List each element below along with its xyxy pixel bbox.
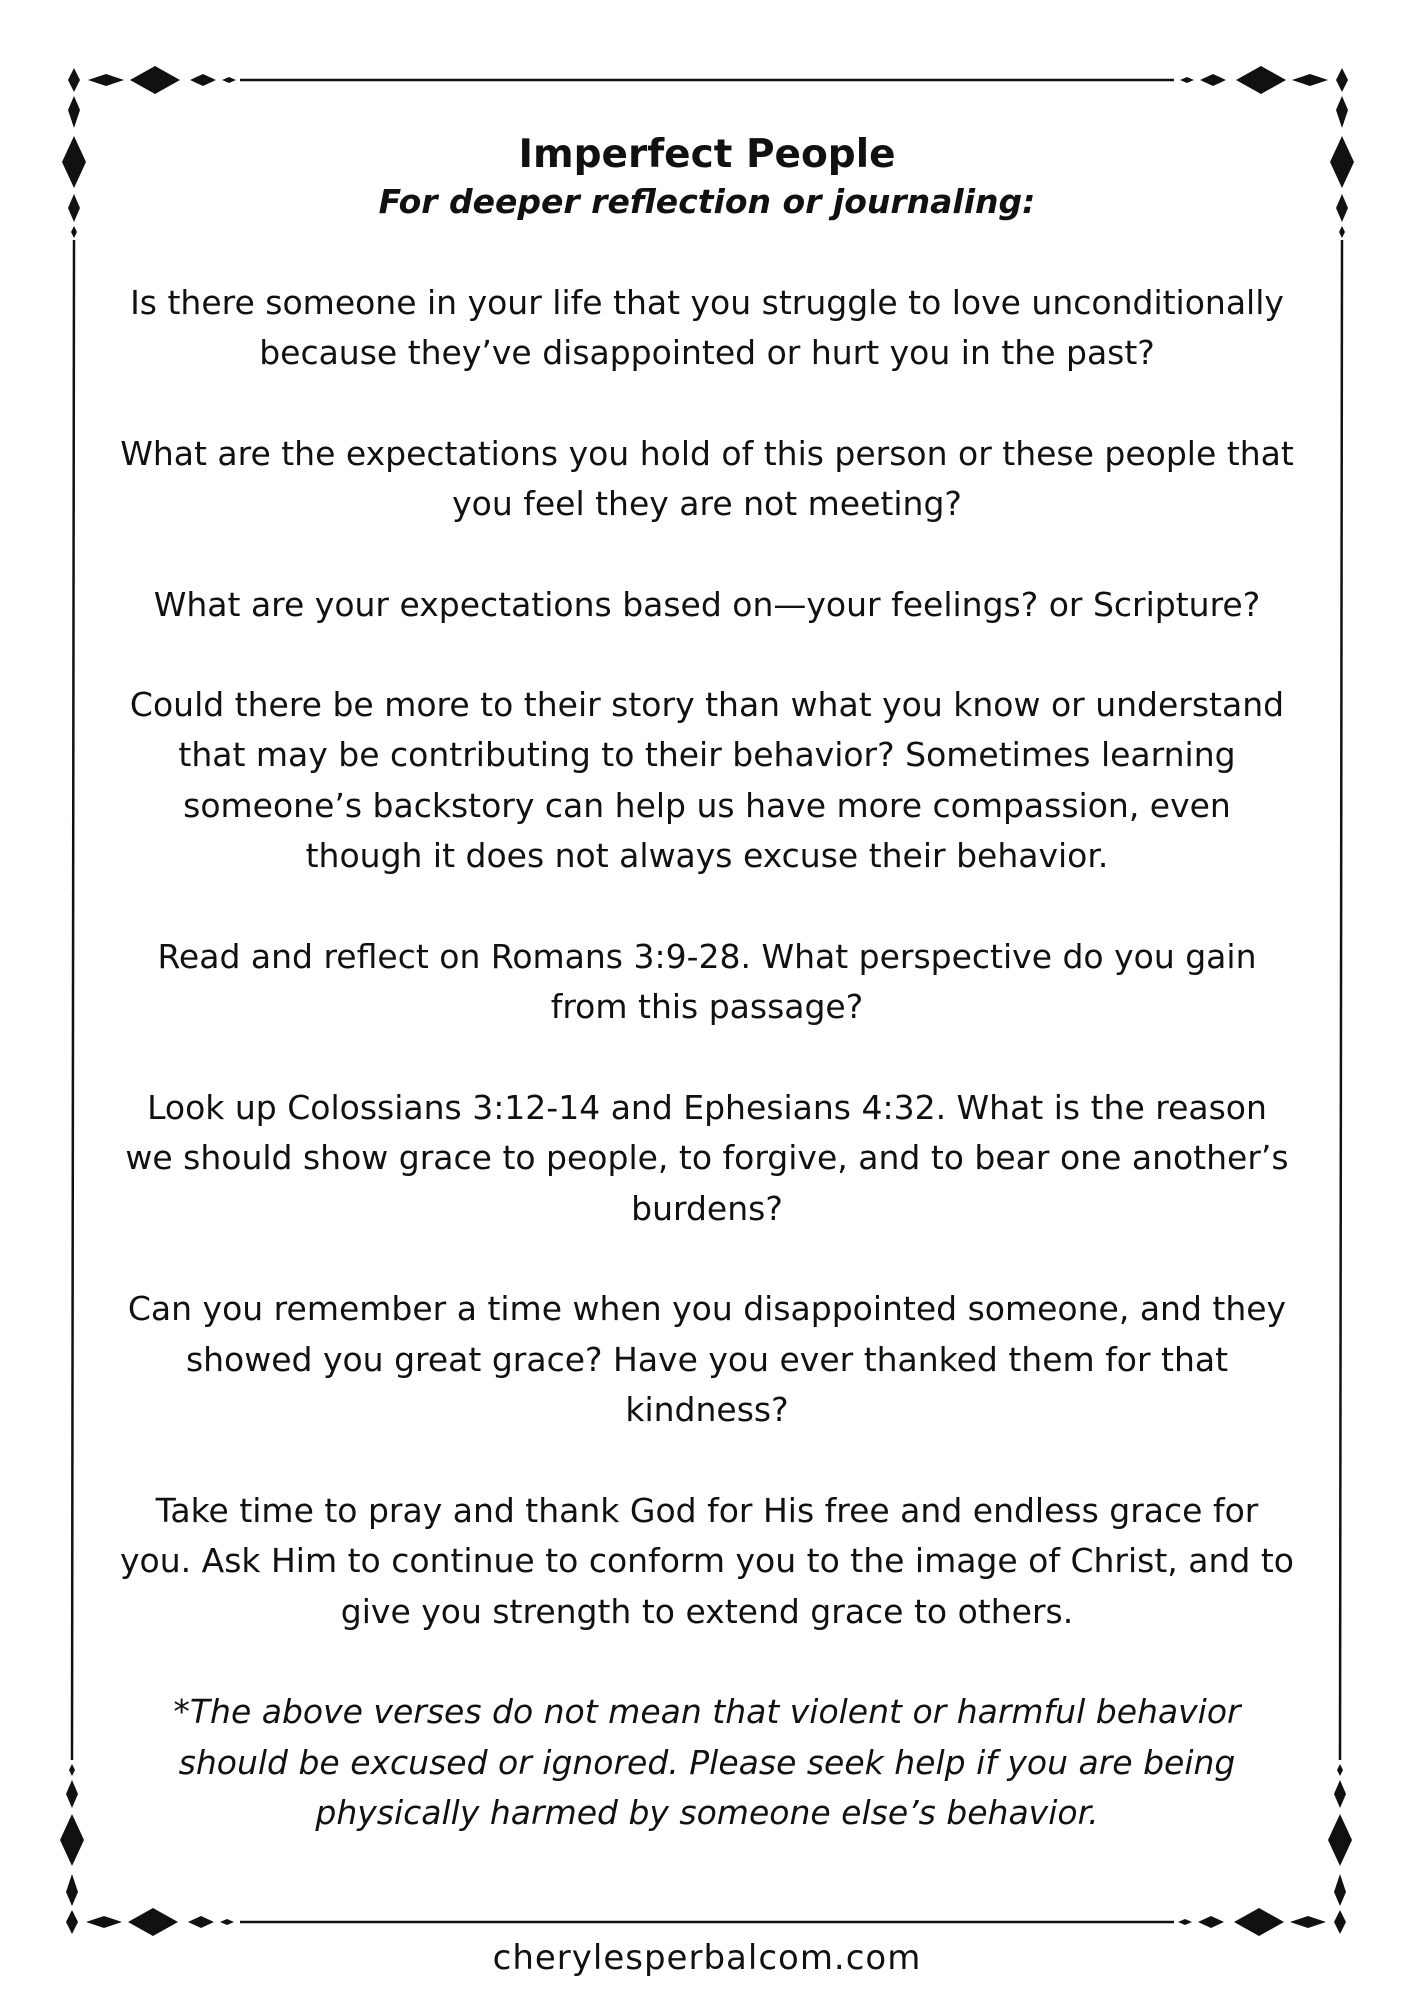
reflection-question-1: Is there someone in your life that you struggle to love unconditionally because they’ve disappointed or hurt you in the past? bbox=[130, 282, 1284, 373]
reflection-question-5: Read and reflect on Romans 3:9-28. What perspective do you gain from this passage? bbox=[157, 936, 1257, 1027]
border-left-line bbox=[72, 240, 74, 1760]
reflection-question-7: Can you remember a time when you disappointed someone, and they showed you great grace? Have you ever thanked them for that kindness? bbox=[127, 1289, 1287, 1430]
page-title: Imperfect People bbox=[518, 132, 896, 177]
reflection-question-3: What are your expectations based on—your feelings? or Scripture? bbox=[153, 584, 1261, 624]
reflection-question-2: What are the expectations you hold of this person or these people that you feel they are not meeting? bbox=[120, 433, 1294, 524]
border-right-line bbox=[1340, 240, 1342, 1760]
disclaimer-note: *The above verses do not mean that violent or harmful behavior should be excused or ignored. Please seek help if you are being physically harmed by someone else’s behavior. bbox=[173, 1692, 1241, 1833]
reflection-question-8: Take time to pray and thank God for His free and endless grace for you. Ask Him to continue to conform you to the image of Christ, and to give you strength to extend grace to others. bbox=[120, 1490, 1294, 1631]
reflection-question-6: Look up Colossians 3:12-14 and Ephesians 4:32. What is the reason we should show grace to people, to forgive, and to bear one another’s burdens? bbox=[125, 1087, 1289, 1228]
footer-website: cherylesperbalcom.com bbox=[492, 1938, 922, 1978]
reflection-content bbox=[120, 130, 1294, 1839]
page-subtitle: For deeper reflection or journaling: bbox=[378, 181, 1036, 221]
reflection-question-4: Could there be more to their story than what you know or understand that may be contributing to their behavior? Sometimes learning someone’s backstory can help us have more compassion, even though it does not always excuse their behavior. bbox=[129, 685, 1285, 876]
